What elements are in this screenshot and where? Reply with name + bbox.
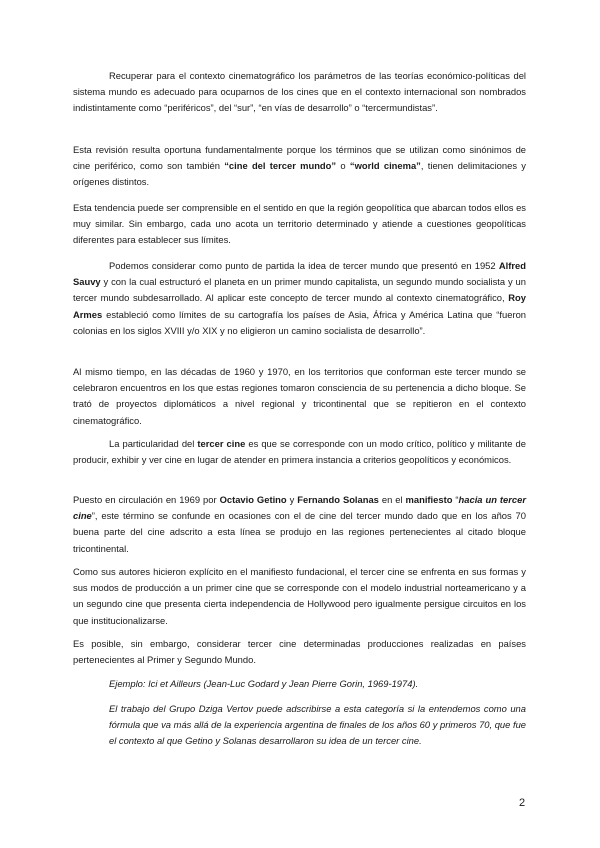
p2-text-d: , tienen delimitaciones y orígenes distintos. [73,160,526,188]
p7-text-a: Puesto en circulación en 1969 por [73,494,220,505]
dziga-vertov-quote: El trabajo del Grupo Dziga Vertov puede adscribirse a esta categoría si la entendemos como una fórmula que va más allá de la experiencia argentina de finales de los años 60 y primeros 70, que fue el contexto al que Getino y Solanas desarrollaron su idea de un tercer cine. [109,703,526,747]
paragraph-4 [73,258,526,339]
p7-text-e: “ [452,494,459,505]
term-cine-tercer-mundo: “cine del tercer mundo” [224,160,337,172]
p4-text-d: estableció como límites de su cartografía los países de Asia, África y América Latina que “fueron colonias en los siglos XVIII y/o XIX y no eligieron un camino socialista de desarrollo”. [73,308,526,336]
name-octavio-getino: Octavio Getino [219,494,287,505]
paragraph-1: Recuperar para el contexto cinematográfico los parámetros de las teorías económico-políticas del sistema mundo es adecuado para ocuparnos de los cines que en el contexto internacional son nombrados indistintamente como “periféricos”, del “sur”, “en vías de desarrollo” o “tercermundistas”. [73,70,526,114]
page-number: 2 [519,797,526,809]
p4-text-c: y con la cual estructuró el planeta en un primer mundo capitalista, un segundo mundo socialista y un tercer mundo subdesarrollado. Al aplicar este concepto de tercer mundo al contexto cinematográfico, [73,276,526,304]
p2-text-a: Esta revisión resulta oportuna fundamentalmente porque los términos que se utilizan como sinónimos de cine periférico, como son también [73,144,526,172]
paragraph-6 [73,436,526,468]
p7-text-f: ”, este término se confunde en ocasiones con el de cine del tercer mundo dado que en los años 70 buena parte del cine adscrito a esta línea se produjo en las regiones pertenecientes al citado bloque tricontinental. [73,510,526,554]
title-hacia-un-tercer-cine: hacia un tercer cine [73,494,526,522]
paragraph-7 [73,492,526,557]
term-world-cinema: “world cinema” [349,160,421,172]
paragraph-8: Como sus autores hicieron explícito en el manifiesto fundacional, el tercer cine se enfrenta en sus formas y sus modos de producción a un primer cine que se corresponde con el modelo industrial norteamericano y a un segundo cine que presenta cierta independencia de Hollywood pero igualmente persigue circuitos en los que institucionalizarse. [73,566,526,626]
p4-text-a: Podemos considerar como punto de partida la idea de tercer mundo que presentó en 1952 [109,260,499,271]
paragraph-3: Esta tendencia puede ser comprensible en el sentido en que la región geopolítica que abarcan todos ellos es muy similar. Sin embargo, cada uno acota un territorio determinado y atiende a cuestiones geopolíticas diferentes para establecer sus límites. [73,202,526,246]
p7-text-c: y [286,494,298,505]
p6-text-c: es que se corresponde con un modo crítico, político y militante de producir, exhibir y ver cine en lugar de atender en primera instancia a criterios geopolíticos y económicos. [73,438,526,466]
paragraph-2 [73,142,526,191]
name-alfred-sauvy: Alfred Sauvy [73,260,526,288]
paragraph-9: Es posible, sin embargo, considerar tercer cine determinadas producciones realizadas en países pertenecientes al Primer y Segundo Mundo. [73,638,526,666]
name-fernando-solanas: Fernando Solanas [297,494,379,505]
p6-text-a: La particularidad del [109,438,198,449]
example-quote: Ejemplo: Ici et Ailleurs (Jean-Luc Godard y Jean Pierre Gorin, 1969-1974). [109,678,419,689]
p2-text-c: o [336,160,350,172]
paragraph-5: Al mismo tiempo, en las décadas de 1960 y 1970, en los territorios que conforman este tercer mundo se celebraron encuentros en los que estas regiones tomaron consciencia de su pertenencia a dicho bloque. Se trató de proyectos diplomáticos a nivel regional y tricontinental que se repitieron en el contexto cinematográfico. [73,366,526,426]
term-tercer-cine: tercer cine [197,438,246,449]
name-roy-armes: Roy Armes [73,292,526,320]
p7-text-d: en el [378,494,406,505]
term-manifiesto: manifiesto [405,494,453,505]
